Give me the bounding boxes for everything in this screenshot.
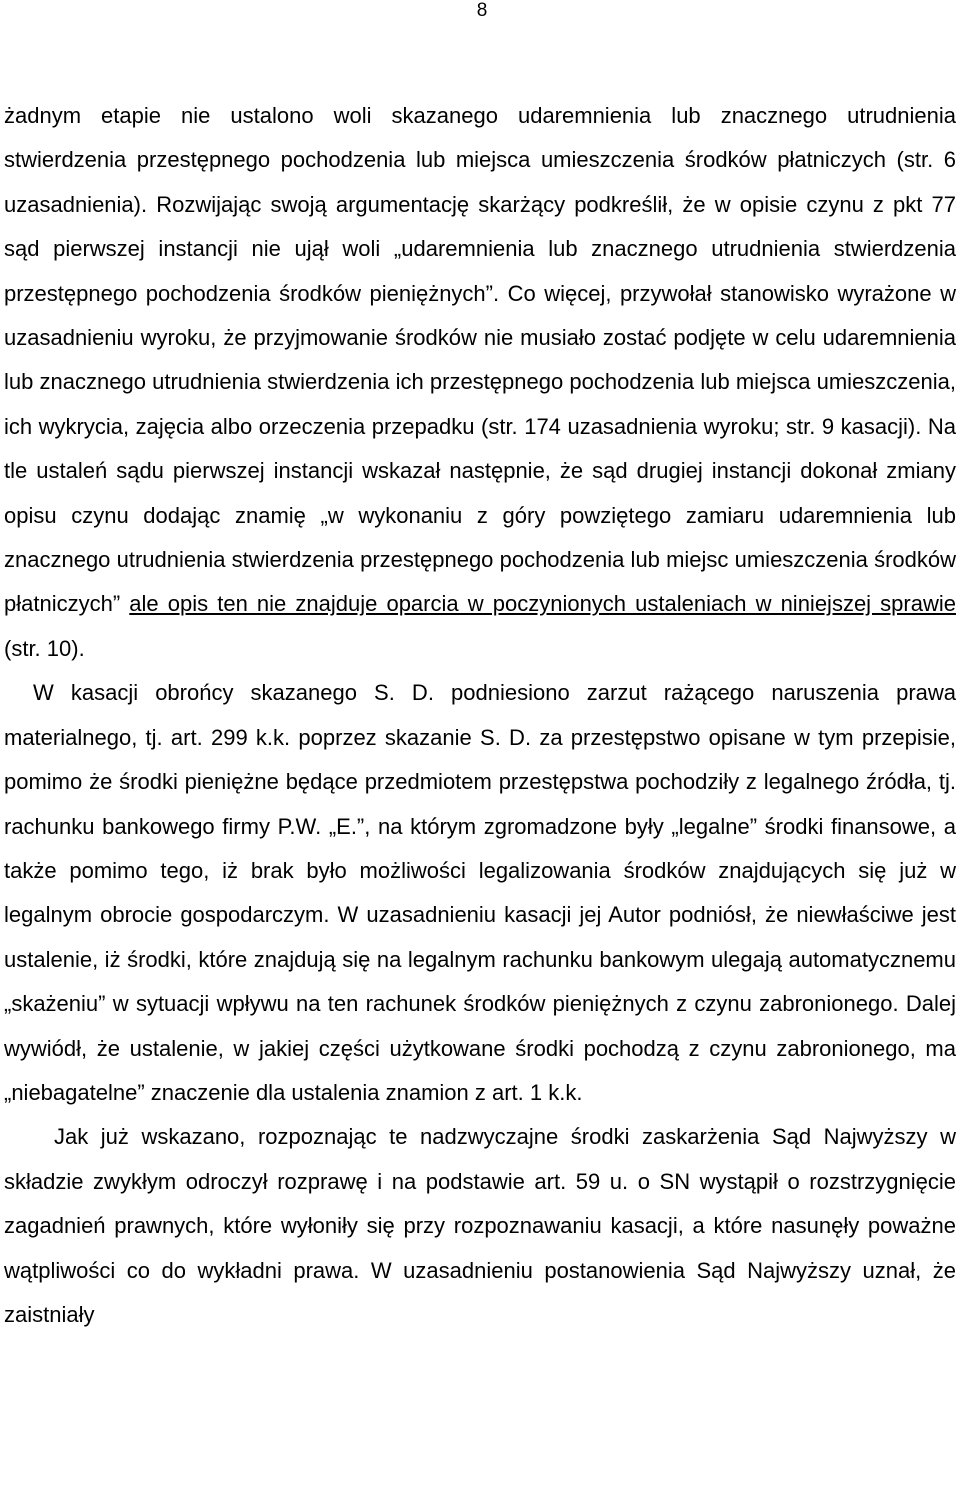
- paragraph-1: [4, 94, 956, 671]
- paragraph-1-underlined-text: ale opis ten nie znajduje oparcia w poczynionych ustaleniach w niniejszej sprawie: [129, 591, 956, 617]
- paragraph-1-citation: (str. 10).: [4, 635, 85, 661]
- page-number: 8: [476, 0, 488, 21]
- paragraph-1-text: żadnym etapie nie ustalono woli skazanego udaremnienia lub znacznego utrudnienia stwierdzenia przestępnego pochodzenia lub miejsca umieszczenia środków płatniczych (str. 6 uzasadnienia). Rozwijając swoją argumentację skarżący podkreślił, że w opisie czynu z pkt 77 sąd pierwszej instancji nie ujął woli „udaremnienia lub znacznego utrudnienia stwierdzenia przestępnego pochodzenia środków pieniężnych”. Co więcej, przywołał stanowisko wyrażone w uzasadnieniu wyroku, że przyjmowanie środków nie musiało zostać podjęte w celu udaremnienia lub znacznego utrudnienia stwierdzenia ich przestępnego pochodzenia lub miejsca umieszczenia, ich wykrycia, zajęcia albo orzeczenia przepadku (str. 174 uzasadnienia wyroku; str. 9 kasacji). Na tle ustaleń sądu pierwszej instancji wskazał następnie, że sąd drugiej instancji dokonał zmiany opisu czynu dodając znamię „w wykonaniu z góry powziętego zamiaru udaremnienia lub znacznego utrudnienia stwierdzenia przestępnego pochodzenia lub miejsc umieszczenia środków płatniczych”: [4, 103, 956, 617]
- paragraph-3: Jak już wskazano, rozpoznając te nadzwyczajne środki zaskarżenia Sąd Najwyższy w składzie zwykłym odroczył rozprawę i na podstawie art. 59 u. o SN wystąpił o rozstrzygnięcie zagadnień prawnych, które wyłoniły się przy rozpoznawaniu kasacji, a które nasunęły poważne wątpliwości co do wykładni prawa. W uzasadnieniu postanowienia Sąd Najwyższy uznał, że zaistniały: [4, 1124, 956, 1327]
- paragraph-2: W kasacji obrońcy skazanego S. D. podniesiono zarzut rażącego naruszenia prawa materialnego, tj. art. 299 k.k. poprzez skazanie S. D. za przestępstwo opisane w tym przepisie, pomimo że środki pieniężne będące przedmiotem przestępstwa pochodziły z legalnego źródła, tj. rachunku bankowego firmy P.W. „E.”, na którym zgromadzone były „legalne” środki finansowe, a także pomimo tego, iż brak było możliwości legalizowania środków znajdujących się już w legalnym obrocie gospodarczym. W uzasadnieniu kasacji jej Autor podniósł, że niewłaściwe jest ustalenie, iż środki, które znajdują się na legalnym rachunku bankowym ulegają automatycznemu „skażeniu” w sytuacji wpływu na ten rachunek środków pieniężnych z czynu zabronionego. Dalej wywiódł, że ustalenie, w jakiej części użytkowane środki pochodzą z czynu zabronionego, ma „niebagatelne” znaczenie dla ustalenia znamion z art. 1 k.k.: [4, 680, 956, 1105]
- document-body: [4, 94, 956, 1337]
